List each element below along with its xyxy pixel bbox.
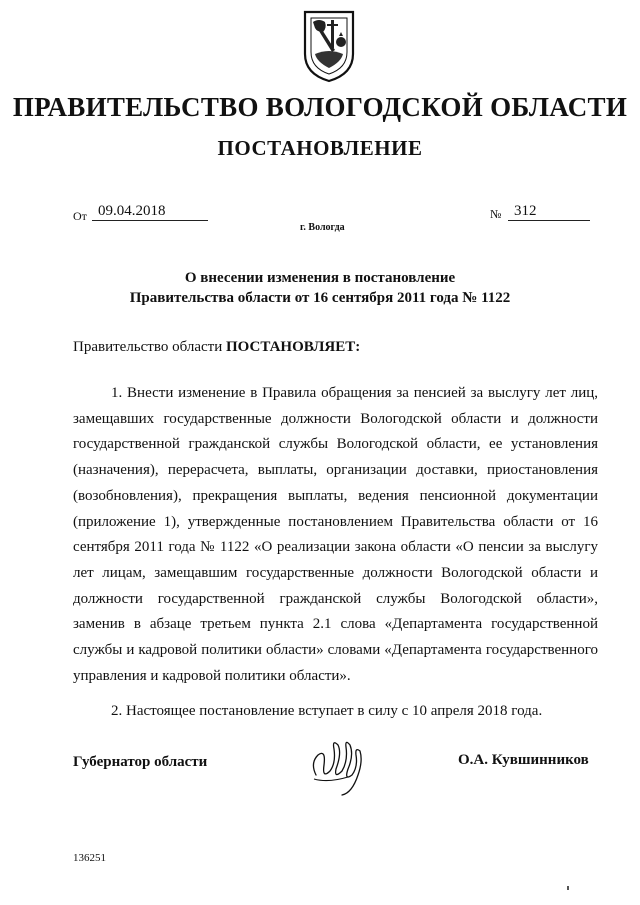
- preamble-prefix: Правительство области: [73, 339, 226, 355]
- scan-artifact: [567, 886, 569, 890]
- subject-line-1: О внесении изменения в постановление: [184, 270, 456, 286]
- coat-of-arms-icon: [301, 8, 357, 84]
- preamble-decree: ПОСТАНОВЛЯЕТ:: [225, 339, 361, 355]
- preamble: [73, 339, 360, 356]
- document-subject: [0, 268, 640, 308]
- handwritten-signature-icon: [308, 735, 368, 797]
- body-paragraph-2: 2. Настоящее постановление вступает в силу с 10 апреля 2018 года.: [111, 703, 543, 719]
- document-code: 136251: [73, 852, 106, 864]
- date-prefix: От: [73, 209, 87, 223]
- document-number: 312: [508, 203, 590, 221]
- city-label: г. Вологда: [300, 222, 345, 233]
- subject-line-2: Правительства области от 16 сентября 2011 года № 1122: [129, 290, 511, 306]
- document-type: ПОСТАНОВЛЕНИЕ: [217, 136, 423, 160]
- body-paragraph-1: 1. Внести изменение в Правила обращения за пенсией за выслугу лет лиц, замещавших государственные должности Вологодской области и должности государственной гражданской службы Вологодской области, ее установления (назначения), перерасчета, выплаты, организации доставки, приостановления (возобновления), прекращения выплаты, ведения пенсионной документации (приложение 1), утвержденные постановлением Правительства области от 16 сентября 2011 года № 1122 «О реализации закона области «О пенсии за выслугу лет лицам, замещавшим государственные должности Вологодской области и должности государственной гражданской службы Вологодской области», заменив в абзаце третьем пункта 2.1 слова «Департамента государственной службы и кадровой политики области» словами «Департамента государственного управления и кадровой политики области».: [73, 385, 598, 684]
- government-title: ПРАВИТЕЛЬСТВО ВОЛОГОДСКОЙ ОБЛАСТИ: [12, 92, 628, 122]
- number-prefix: №: [490, 207, 502, 221]
- signer-name: О.А. Кувшинников: [458, 752, 589, 768]
- document-date: 09.04.2018: [92, 203, 208, 221]
- signer-title: Губернатор области: [73, 754, 208, 770]
